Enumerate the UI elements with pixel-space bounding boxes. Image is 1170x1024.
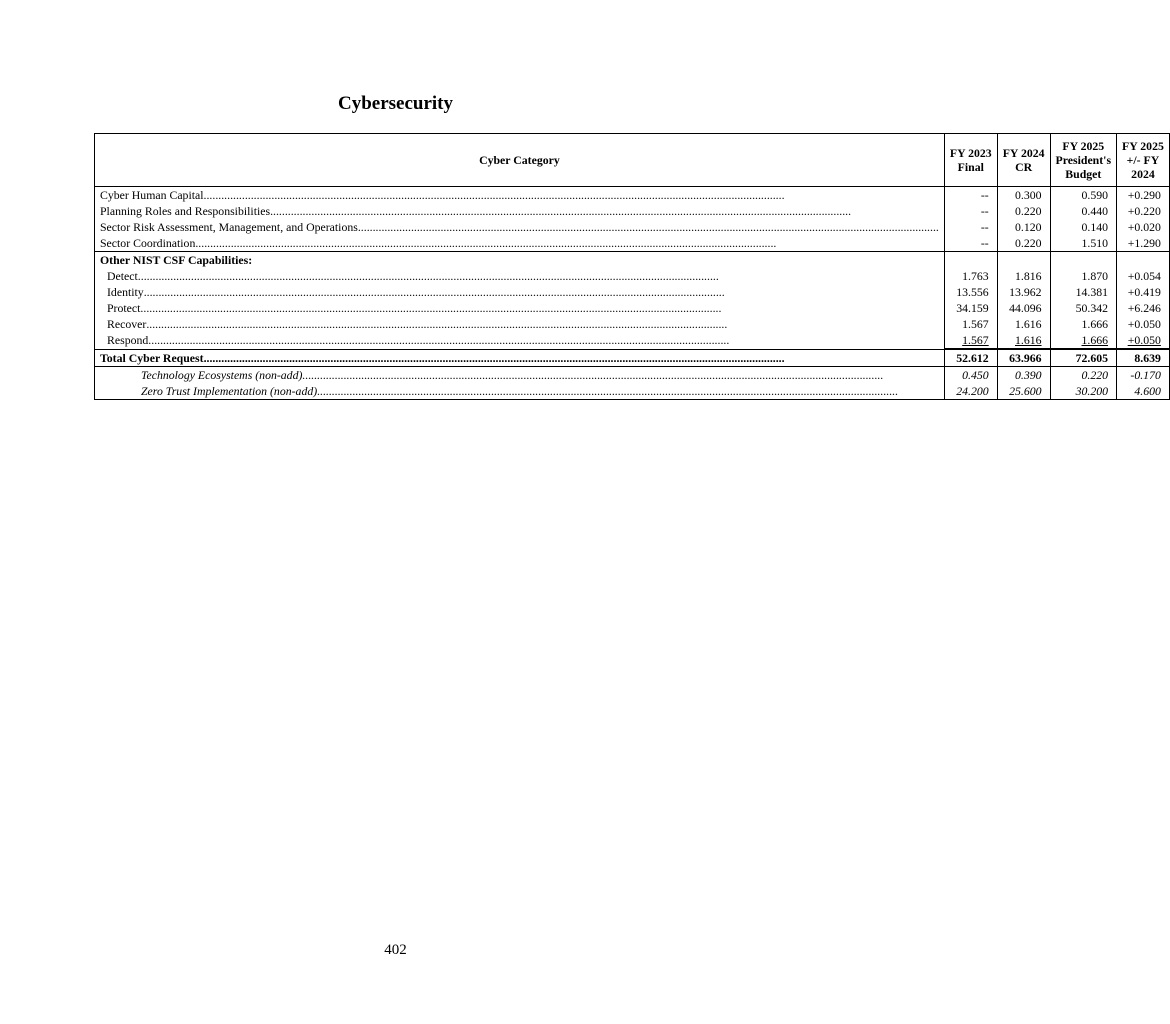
cell-change: +0.419 bbox=[1117, 284, 1170, 300]
cell-change: +1.290 bbox=[1117, 235, 1170, 252]
table-row bbox=[95, 219, 1170, 235]
row-label: Sector Coordination bbox=[100, 236, 196, 250]
cell-fy2025: 1.870 bbox=[1050, 268, 1117, 284]
page-number: 402 bbox=[384, 942, 407, 958]
cell-fy2025: 0.440 bbox=[1050, 203, 1117, 219]
total-row bbox=[95, 349, 1170, 367]
row-label: Protect bbox=[107, 301, 141, 315]
header-line: President's bbox=[1055, 153, 1112, 167]
cell-fy2025: 50.342 bbox=[1050, 300, 1117, 316]
header-line: FY 2024 bbox=[1002, 146, 1045, 160]
cell-fy2025: 14.381 bbox=[1050, 284, 1117, 300]
cell-fy2024: 44.096 bbox=[997, 300, 1050, 316]
row-label: Planning Roles and Responsibilities bbox=[100, 204, 271, 218]
header-line: FY 2025 bbox=[1122, 139, 1164, 153]
header-fy2023 bbox=[944, 134, 997, 187]
header-fy2025 bbox=[1050, 134, 1117, 187]
cell-fy2024: 13.962 bbox=[997, 284, 1050, 300]
cell-change: +0.054 bbox=[1117, 268, 1170, 284]
cell-fy2024: 0.120 bbox=[997, 219, 1050, 235]
cell-fy2023: 24.200 bbox=[944, 383, 997, 400]
header-row bbox=[95, 134, 1170, 187]
cell-fy2023: -- bbox=[944, 203, 997, 219]
cell-fy2023: 0.450 bbox=[944, 367, 997, 384]
cell-fy2024: 0.220 bbox=[997, 235, 1050, 252]
cell-fy2023: -- bbox=[944, 219, 997, 235]
cell-fy2023: -- bbox=[944, 187, 997, 204]
table-row bbox=[95, 284, 1170, 300]
cell-fy2023: 1.763 bbox=[944, 268, 997, 284]
cell-change: 4.600 bbox=[1117, 383, 1170, 400]
header-change bbox=[1117, 134, 1170, 187]
cell-fy2024: 0.390 bbox=[997, 367, 1050, 384]
cell-fy2024: 1.616 bbox=[1015, 333, 1042, 347]
row-label: Sector Risk Assessment, Management, and Operations bbox=[100, 220, 358, 234]
header-line: +/- FY bbox=[1126, 153, 1160, 167]
cell-fy2023: -- bbox=[944, 235, 997, 252]
cell-fy2025: 1.510 bbox=[1050, 235, 1117, 252]
cell-change: +6.246 bbox=[1117, 300, 1170, 316]
header-line: Budget bbox=[1065, 167, 1102, 181]
header-line: CR bbox=[1015, 160, 1033, 174]
header-fy2024 bbox=[997, 134, 1050, 187]
header-line: Final bbox=[957, 160, 984, 174]
non-add-row bbox=[95, 383, 1170, 400]
row-label: Detect bbox=[107, 269, 138, 283]
header-line: FY 2025 bbox=[1062, 139, 1105, 153]
cell-fy2025: 72.605 bbox=[1050, 349, 1117, 367]
table-row bbox=[95, 300, 1170, 316]
total-label: Total Cyber Request bbox=[100, 350, 204, 365]
row-label: Cyber Human Capital bbox=[100, 188, 204, 202]
cell-change: +0.290 bbox=[1117, 187, 1170, 204]
group-heading: Other NIST CSF Capabilities: bbox=[95, 252, 945, 269]
cell-fy2023: 1.567 bbox=[962, 333, 989, 347]
cell-change: +0.220 bbox=[1117, 203, 1170, 219]
cell-fy2025: 30.200 bbox=[1050, 383, 1117, 400]
cell-change: -0.170 bbox=[1117, 367, 1170, 384]
cell-change: +0.020 bbox=[1117, 219, 1170, 235]
cell-fy2024: 0.300 bbox=[997, 187, 1050, 204]
cell-fy2023: 1.567 bbox=[944, 316, 997, 332]
row-label: Technology Ecosystems (non-add) bbox=[141, 368, 303, 382]
cell-fy2024: 0.220 bbox=[997, 203, 1050, 219]
cyber-budget-table bbox=[94, 133, 1170, 400]
group-heading-row bbox=[95, 252, 1170, 269]
header-cyber-category: Cyber Category bbox=[95, 134, 945, 187]
cell-fy2025: 0.220 bbox=[1050, 367, 1117, 384]
row-label: Zero Trust Implementation (non-add) bbox=[141, 384, 318, 398]
cell-fy2024: 1.616 bbox=[997, 316, 1050, 332]
header-line: 2024 bbox=[1131, 167, 1155, 181]
cell-fy2024: 1.816 bbox=[997, 268, 1050, 284]
page-title: Cybersecurity bbox=[337, 93, 454, 114]
cell-fy2024: 25.600 bbox=[997, 383, 1050, 400]
cell-fy2023: 13.556 bbox=[944, 284, 997, 300]
cell-fy2025: 0.140 bbox=[1050, 219, 1117, 235]
row-label: Identity bbox=[107, 285, 144, 299]
table-row bbox=[95, 332, 1170, 349]
cell-change: 8.639 bbox=[1117, 349, 1170, 367]
row-label: Recover bbox=[107, 317, 147, 331]
cell-fy2023: 52.612 bbox=[944, 349, 997, 367]
table-row bbox=[95, 235, 1170, 252]
cell-fy2024: 63.966 bbox=[997, 349, 1050, 367]
cell-fy2023: 34.159 bbox=[944, 300, 997, 316]
cell-change: +0.050 bbox=[1117, 316, 1170, 332]
row-label: Respond bbox=[107, 333, 149, 348]
table-row bbox=[95, 203, 1170, 219]
non-add-row bbox=[95, 367, 1170, 384]
table-row bbox=[95, 268, 1170, 284]
table-row bbox=[95, 316, 1170, 332]
header-line: FY 2023 bbox=[949, 146, 992, 160]
cell-fy2025: 0.590 bbox=[1050, 187, 1117, 204]
cell-fy2025: 1.666 bbox=[1050, 316, 1117, 332]
table-row bbox=[95, 187, 1170, 204]
cell-change: +0.050 bbox=[1127, 333, 1161, 347]
cell-fy2025: 1.666 bbox=[1081, 333, 1109, 347]
